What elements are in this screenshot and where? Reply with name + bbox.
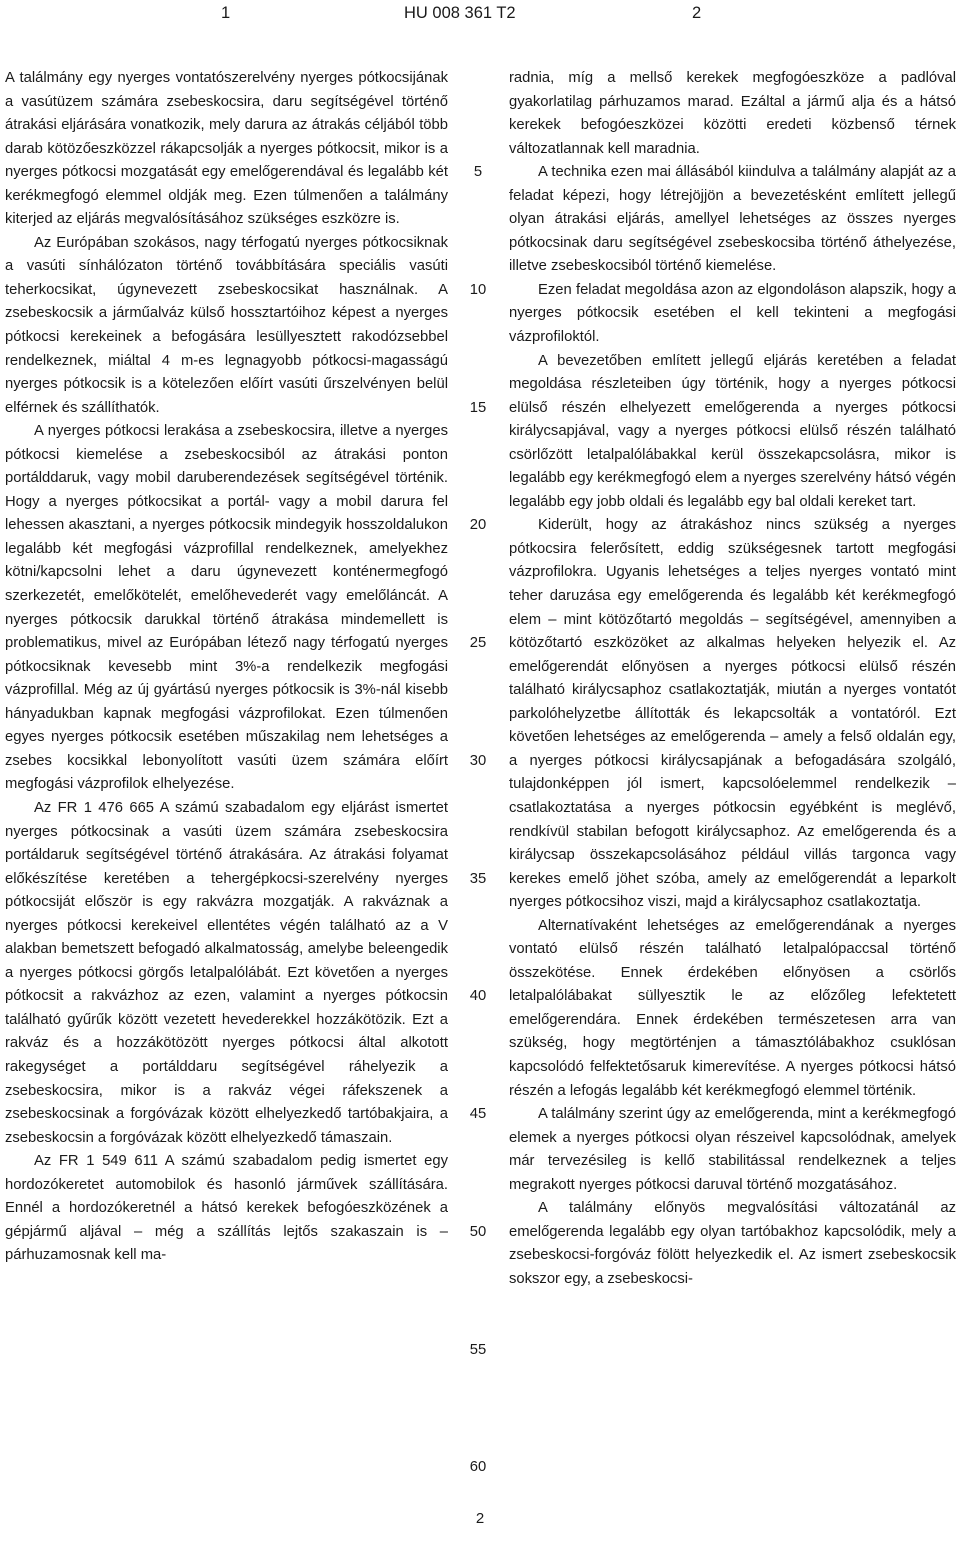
line-number: 35: [469, 870, 487, 887]
line-number: 50: [469, 1223, 487, 1240]
paragraph: Az FR 1 476 665 A számú szabadalom egy eljárást ismertet nyerges pótkocsinak a vasúti üzem számára zsebeskocsira portáldaruk segítségével történő átrakására. Az átrakási folyamat előkészítése keretében a tehergépkocsi-szerelvény nyerges pótkocsiját először is egy rakvázra mozgatják. A rakváznak a nyerges pótkocsi kerekeivel ellentétes végén található az a V alakban bemetszett befogadó alkalmatosság, amelybe beleengedik a nyerges pótkocsi görgős letalpalólábát. Ezt követően a nyerges pótkocsit a rakvázhoz az ezen, valamint a nyerges pótkocsin található gyűrűk között vezetett hevederekkel hozzákötözik. Ezt a rakváz és a hozzákötözött nyerges pótkocsi által alkotott rakegységet a portálddaru segítségével ráhelyezik a zsebeskocsira, mikor is a rakváz végei ráfekszenek a zsebeskocsinak a forgóvázak között elhelyezkedő tartóbakjaira, a zsebeskocsin a forgóvázak között elhelyezkedő támaszain.: [5, 799, 448, 1146]
line-number: 30: [469, 752, 487, 769]
paragraph: Kiderült, hogy az átrakáshoz nincs szükség a nyerges pótkocsira felerősített, eddig szükségesnek tartott megfogási vázprofilokra. Ugyanis lehetséges a teljes nyerges vontató mint teher daruzása egy emelőgerenda és legalább két kerékmegfogó elem – mint kötözőtartó megoldás – segítségével, amennyiben a kötözőtartó eszközöket az alkalmas helyeken helyezik el. Az emelőgerendát előnyösen a nyerges pótkocsi elülső részén található királycsaphoz csatlakoztatják, miután a nyerges vontatót parkolóhelyzetbe állították és lekapcsolták a vontatóról. Ezt követően lehetséges az emelőgerenda – amely a felső oldalán egy, a nyerges pótkocsi királycsapjának a befogadására szolgáló, tulajdonképpen jól ismert, kapcsolóelemmel rendelkezik – csatlakoztatása a nyerges pótkocsin egyébként is meglévő, rendkívül stabilan befogott királycsaphoz. Az emelőgerenda és a királycsap összekapcsolásához például villás targonca vagy kerekes emelő jöhet szóba, amely az emelőgerendát a leparkolt nyerges pótkocsihoz viszi, majd a királycsaphoz csatlakoztatja.: [509, 517, 956, 911]
line-number: 25: [469, 635, 487, 651]
line-number: 55: [469, 1341, 487, 1358]
paragraph: Az Európában szokásos, nagy térfogatú nyerges pótkocsiknak a vasúti sínhálózaton történő továbbítására speciális vasúti teherkocsikat, úgynevezett zsebeskocsikat használnak. A zsebeskocsik a járműalváz külső hossztartóihoz képest a nyerges pótkocsi kerekeinek a befogására lesüllyesztett rakodózsebbel rendelkeznek, miáltal 4 m-es legnagyobb pótkocsi-magasságú nyerges pótkocsik is a kötelezően előírt vasúti űrszelvényen belül elférnek és szállíthatók.: [5, 234, 448, 416]
paragraph: radnia, míg a mellső kerekek megfogóeszköze a padlóval gyakorlatilag párhuzamos marad. Ezáltal a jármű alja és a hátsó kerekek befogóeszközei közötti eredeti közbenső térnek változatlannak kell maradnia.: [509, 70, 956, 157]
page-header: [0, 2, 960, 26]
line-number: 10: [469, 281, 487, 298]
line-number: 20: [469, 517, 487, 534]
right-column: [509, 67, 956, 1291]
paragraph: A technika ezen mai állásából kiindulva a találmány alapját az a feladat képezi, hogy létrejöjjön a bevezetésként említett jellegű olyan átrakási eljárás, amellyel lehetséges az összes nyerges pótkocsinak daru segítségével zsebeskocsiba történő áthelyezése, illetve zsebeskocsiból történő kiemelése.: [509, 164, 956, 275]
paragraph: A bevezetőben említett jellegű eljárás keretében a feladat megoldása részleteiben úgy történik, hogy a nyerges pótkocsi elülső részén elhelyezett emelőgerenda a nyerges pótkocsi királycsapjával, vagy a nyerges pótkocsi elülső részén található csörlőzött letalpalólábakkal kerül összekapcsolásra, mikor is legalább egy kerékmegfogó elem a nyerges szerelvény hátsó végén legalább egy jobb oldali és legalább egy bal oldali kereket tart.: [509, 352, 956, 510]
left-column: [5, 67, 448, 1268]
line-number: 60: [469, 1459, 487, 1476]
line-number: 45: [469, 1106, 487, 1122]
document-number: HU 008 361 T2: [404, 4, 516, 22]
footer-page-number: 2: [475, 1510, 485, 1527]
paragraph: A találmány előnyös megvalósítási változatánál az emelőgerenda legalább egy olyan tartóbakhoz kapcsolódik, mely a zsebeskocsi-forgóváz fölött helyezkedik el. Az ismert zsebeskocsik sokszor egy, a zsebeskocsi-: [509, 1200, 956, 1287]
paragraph: Az FR 1 549 611 A számú szabadalom pedig ismertet egy hordozókeretet automobilok és hasonló járművek szállítására. Ennél a hordozókeretnél a hátsó kerekek befogóeszközének a gépjármű aljával – még a szállítás lejtős szakaszain is – párhuzamosnak kell ma-: [5, 1153, 448, 1264]
line-number: 15: [469, 399, 487, 416]
line-number: 40: [469, 988, 487, 1005]
paragraph: Alternatívaként lehetséges az emelőgerendának a nyerges vontató elülső részén található letalpalópaccsal történő összekötése. Ennek érdekében előnyösen a csörlős letalpalólábakat süllyesztik le az előzőleg lefektetett emelőgerendára. Ennek érdekében természetesen arra van szükség, hogy megtörténjen a támasztólábakhoz csuklósan kapcsolódó felfektetősaruk kimerevítése. A nyerges pótkocsi hátsó részén a lefogás legalább két kerékmegfogó elemmel történik.: [509, 917, 956, 1099]
paragraph: A nyerges pótkocsi lerakása a zsebeskocsira, illetve a nyerges pótkocsi kiemelése a zsebeskocsiból az átrakási ponton portálddaruk, vagy mobil daruberendezések segítségével történik. Hogy a nyerges pótkocsikat a portál- vagy a mobil darura fel lehessen akasztani, a nyerges pótkocsik mindegyik hosszoldalukon legalább két megfogási vázprofillal rendelkeznek, amelyekhez kötni/kapcsolni lehet a daru úgynevezett konténermegfogó szerkezetét, emelőkötelét, emelőhevederét vagy emelőláncát. A nyerges pótkocsik darukkal történő átrakása mindemellett is problematikus, mivel az Európában létező nagy térfogatú nyerges pótkocsiknak kevesebb mint 3%-a rendelkezik megfogási vázprofillal. Még az új gyártású nyerges pótkocsik is 3%-nál kisebb hányadukban kapnak megfogási vázprofilokat. Ezen túlmenően egyes nyerges pótkocsik esetében műszakilag nem lehetséges a zsebes kocsikkal lebonyolított vasúti üzem számára előírt megfogási vázprofilok elhelyezése.: [5, 423, 448, 793]
paragraph: A találmány szerint úgy az emelőgerenda, mint a kerékmegfogó elemek a nyerges pótkocsi olyan részeivel kapcsolódnak, amelyek már tervezésileg is kellő stabilitással rendelkeznek a teljes megrakott nyerges pótkocsi daruval történő mozgatásához.: [509, 1106, 956, 1193]
page-number-right: 2: [692, 4, 702, 22]
line-number: 5: [473, 164, 483, 180]
paragraph: A találmány egy nyerges vontatószerelvény nyerges pótkocsijának a vasútüzem számára zsebeskocsira, daru segítségével történő átrakási eljárására vonatkozik, mely darura az átrakás céljából több darab kötözőeszközzel rákapcsolják a nyerges pótkocsit, mikor is a nyerges pótkocsi mozgatását egy emelőgerendával és legalább két kerékmegfogó elemmel oldják meg. Ezen túlmenően a találmány kiterjed az eljárás megvalósításához szükséges eszközre is.: [5, 70, 448, 228]
page-number-left: 1: [221, 4, 231, 22]
paragraph: Ezen feladat megoldása azon az elgondoláson alapszik, hogy a nyerges pótkocsik esetében el kell tekinteni a megfogási vázprofiloktól.: [509, 281, 956, 346]
page-footer: [0, 1509, 960, 1529]
